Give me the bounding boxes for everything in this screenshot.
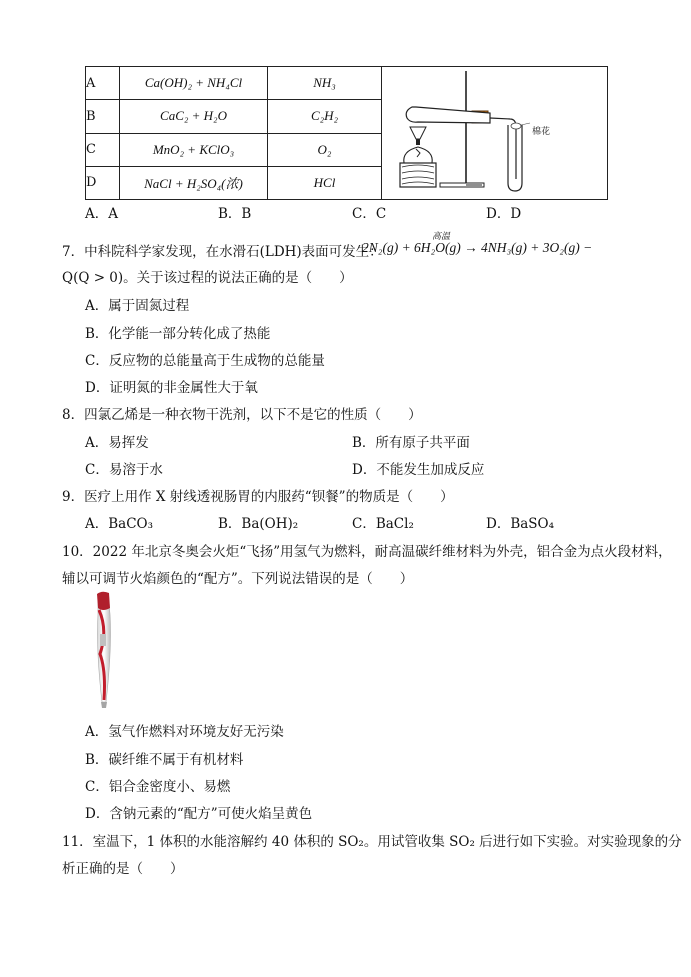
q8-choice-a[interactable]: A．易挥发 — [85, 435, 149, 451]
row-label: B — [86, 100, 120, 133]
q10-stem-line2: 辅以可调节火焰颜色的“配方”。下列说法错误的是（ ） — [62, 571, 414, 587]
reactants-cell: MnO₂ + KClO₃ — [120, 133, 268, 166]
q11-stem-line1: 11．室温下，1 体积的水能溶解约 40 体积的 SO₂。用试管收集 SO₂ 后进行如下实验。对实验现象的分 — [62, 834, 682, 850]
reactants-cell: Ca(OH)₂ + NH₄Cl — [120, 67, 268, 100]
gas-cell: NH₃ — [268, 67, 382, 100]
table-row — [86, 67, 608, 100]
q6-options-table — [85, 66, 608, 200]
row-label: A — [86, 67, 120, 100]
row-label: D — [86, 166, 120, 199]
q10-choice-a[interactable]: A．氢气作燃料对环境友好无污染 — [85, 724, 284, 740]
q7-reaction-condition: 高温 — [432, 232, 451, 242]
q7-choice-d[interactable]: D．证明氮的非金属性大于氧 — [85, 380, 258, 396]
gas-cell: C₂H₂ — [268, 100, 382, 133]
q11-stem-line2: 析正确的是（ ） — [62, 861, 184, 877]
q7-choice-a[interactable]: A．属于固氮过程 — [85, 298, 190, 314]
q9-choice-a[interactable]: A．BaCO₃ — [85, 516, 154, 532]
q7-stem-line2: Q(Q > 0)。关于该过程的说法正确的是（ ） — [62, 270, 353, 286]
apparatus-cell — [382, 67, 608, 200]
q6-choice-d[interactable]: D．D — [486, 206, 522, 222]
torch-image — [88, 590, 120, 710]
q7-stem-line1: 7．中科院科学家发现，在水滑石(LDH)表面可发生： — [62, 244, 383, 260]
q9-choice-c[interactable]: C．BaCl₂ — [352, 516, 414, 532]
gas-generation-apparatus-diagram — [382, 67, 607, 195]
q7-choice-b[interactable]: B．化学能一部分转化成了热能 — [85, 326, 271, 342]
gas-cell: HCl — [268, 166, 382, 199]
reactants-cell: CaC₂ + H₂O — [120, 100, 268, 133]
q9-choice-d[interactable]: D．BaSO₄ — [486, 516, 555, 532]
q10-choice-b[interactable]: B．碳纤维不属于有机材料 — [85, 752, 244, 768]
q8-choice-c[interactable]: C．易溶于水 — [85, 462, 163, 478]
q6-choice-c[interactable]: C．C — [352, 206, 387, 222]
q10-choice-c[interactable]: C．铝合金密度小、易燃 — [85, 779, 231, 795]
q8-choice-d[interactable]: D．不能发生加成反应 — [352, 462, 485, 478]
q10-stem-line1: 10．2022 年北京冬奥会火炬“飞扬”用氢气为燃料，耐高温碳纤维材料为外壳，铝合金为点火段材料， — [62, 544, 672, 560]
q8-choice-b[interactable]: B．所有原子共平面 — [352, 435, 470, 451]
q7-equation: 2N₂(g) + 6H₂O(g) → 4NH₃(g) + 3O₂(g) − — [362, 240, 593, 255]
q7-choice-c[interactable]: C．反应物的总能量高于生成物的总能量 — [85, 353, 325, 369]
q9-choice-b[interactable]: B．Ba(OH)₂ — [218, 516, 299, 532]
q10-choice-d[interactable]: D．含钠元素的“配方”可使火焰呈黄色 — [85, 806, 313, 822]
q9-stem: 9．医疗上用作 X 射线透视肠胃的内服药“钡餐”的物质是（ ） — [62, 489, 454, 505]
reactants-cell: NaCl + H₂SO₄(浓) — [120, 166, 268, 199]
q6-choice-b[interactable]: B．B — [218, 206, 252, 222]
q6-choice-a[interactable]: A．A — [85, 206, 118, 222]
gas-cell: O₂ — [268, 133, 382, 166]
cotton-label: 棉花 — [532, 127, 551, 137]
row-label: C — [86, 133, 120, 166]
q8-stem: 8．四氯乙烯是一种衣物干洗剂，以下不是它的性质（ ） — [62, 407, 422, 423]
